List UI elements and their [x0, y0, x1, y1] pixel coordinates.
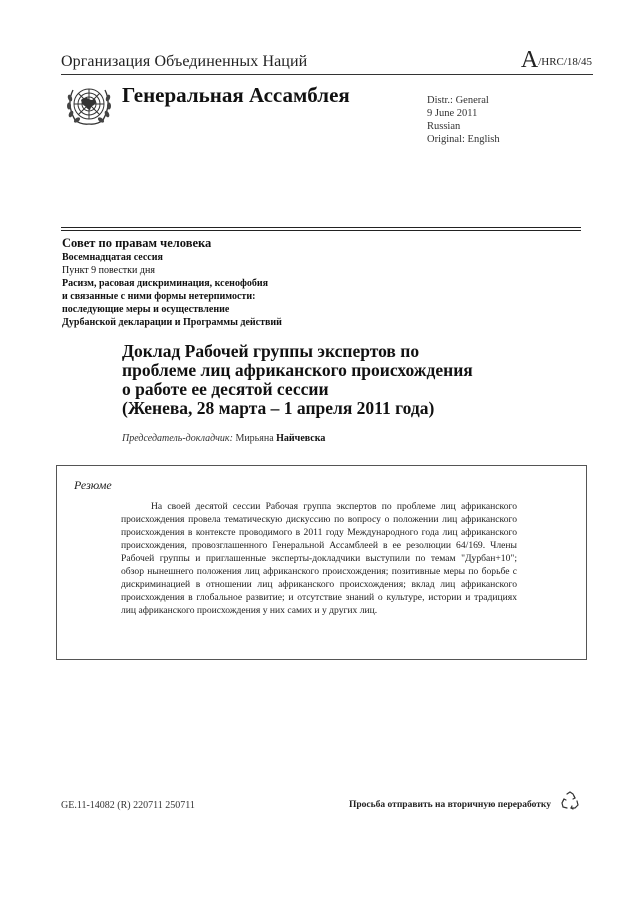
chair-surname: Найчевска	[276, 433, 326, 444]
symbol-prefix: A	[520, 47, 539, 73]
report-title	[122, 342, 542, 418]
header-rule	[61, 74, 593, 75]
chair-role: Председатель-докладчик:	[122, 433, 233, 444]
job-number: GE.11-14082 (R) 220711 250711	[61, 800, 195, 811]
session-name: Восемнадцатая сессия	[62, 252, 163, 263]
original-language: Original: English	[427, 134, 500, 145]
report-title-line: (Женева, 28 марта – 1 апреля 2011 года)	[122, 398, 435, 418]
agenda-item: Пункт 9 повестки дня	[62, 265, 155, 276]
agenda-topic-line: последующие меры и осуществление	[62, 304, 230, 315]
body-name: Генеральная Ассамблея	[122, 83, 350, 107]
recycle-icon	[560, 791, 580, 811]
document-symbol	[520, 47, 592, 73]
distribution-block	[427, 94, 500, 146]
council-title: Совет по правам человека	[62, 236, 212, 250]
report-title-line: проблеме лиц африканского происхождения	[122, 360, 473, 380]
report-title-line: о работе ее десятой сессии	[122, 379, 329, 399]
un-emblem-icon	[63, 80, 115, 130]
document-date: 9 June 2011	[427, 108, 478, 119]
chair-rapporteur	[122, 433, 325, 444]
agenda-topic-line: и связанные с ними формы нетерпимости:	[62, 291, 256, 302]
summary-heading: Резюме	[74, 478, 112, 492]
agenda-topic-line: Расизм, расовая дискриминация, ксенофобия	[62, 278, 269, 289]
document-language: Russian	[427, 121, 461, 132]
chair-first-name: Мирьяна	[235, 433, 274, 444]
recycle-note: Просьба отправить на вторичную переработку	[349, 800, 551, 810]
section-rule	[61, 227, 581, 231]
symbol-suffix: /HRC/18/45	[538, 56, 592, 68]
agenda-topic-line: Дурбанской декларации и Программы действий	[62, 317, 282, 328]
council-block	[62, 237, 282, 329]
report-title-line: Доклад Рабочей группы экспертов по	[122, 341, 420, 361]
summary-text: На своей десятой сессии Рабочая группа экспертов по проблеме лиц африканского происхождения провела тематическую дискуссию по вопросу о положении лиц африканского происхождения в контексте проводимого в 2011 году Международного года лиц африканского происхождения, провозглашенного Генеральной Ассамблеей в ее резолюции 64/169. Члены Рабочей группы и приглашенные эксперты-докладчики выступили по темам "Дурбан+10"; обзор нынешнего положения лиц африканского происхождения; позитивные меры по борьбе с дискриминацией в отношении лиц африканского происхождения; вклад лиц африканского происхождения в глобальное развитие; и отсутствие знаний о культуре, истории и традициях лиц африканского происхождения у них самих и у других лиц.	[121, 501, 517, 616]
organization-name: Организация Объединенных Наций	[61, 53, 308, 70]
distribution-type: Distr.: General	[427, 95, 489, 106]
